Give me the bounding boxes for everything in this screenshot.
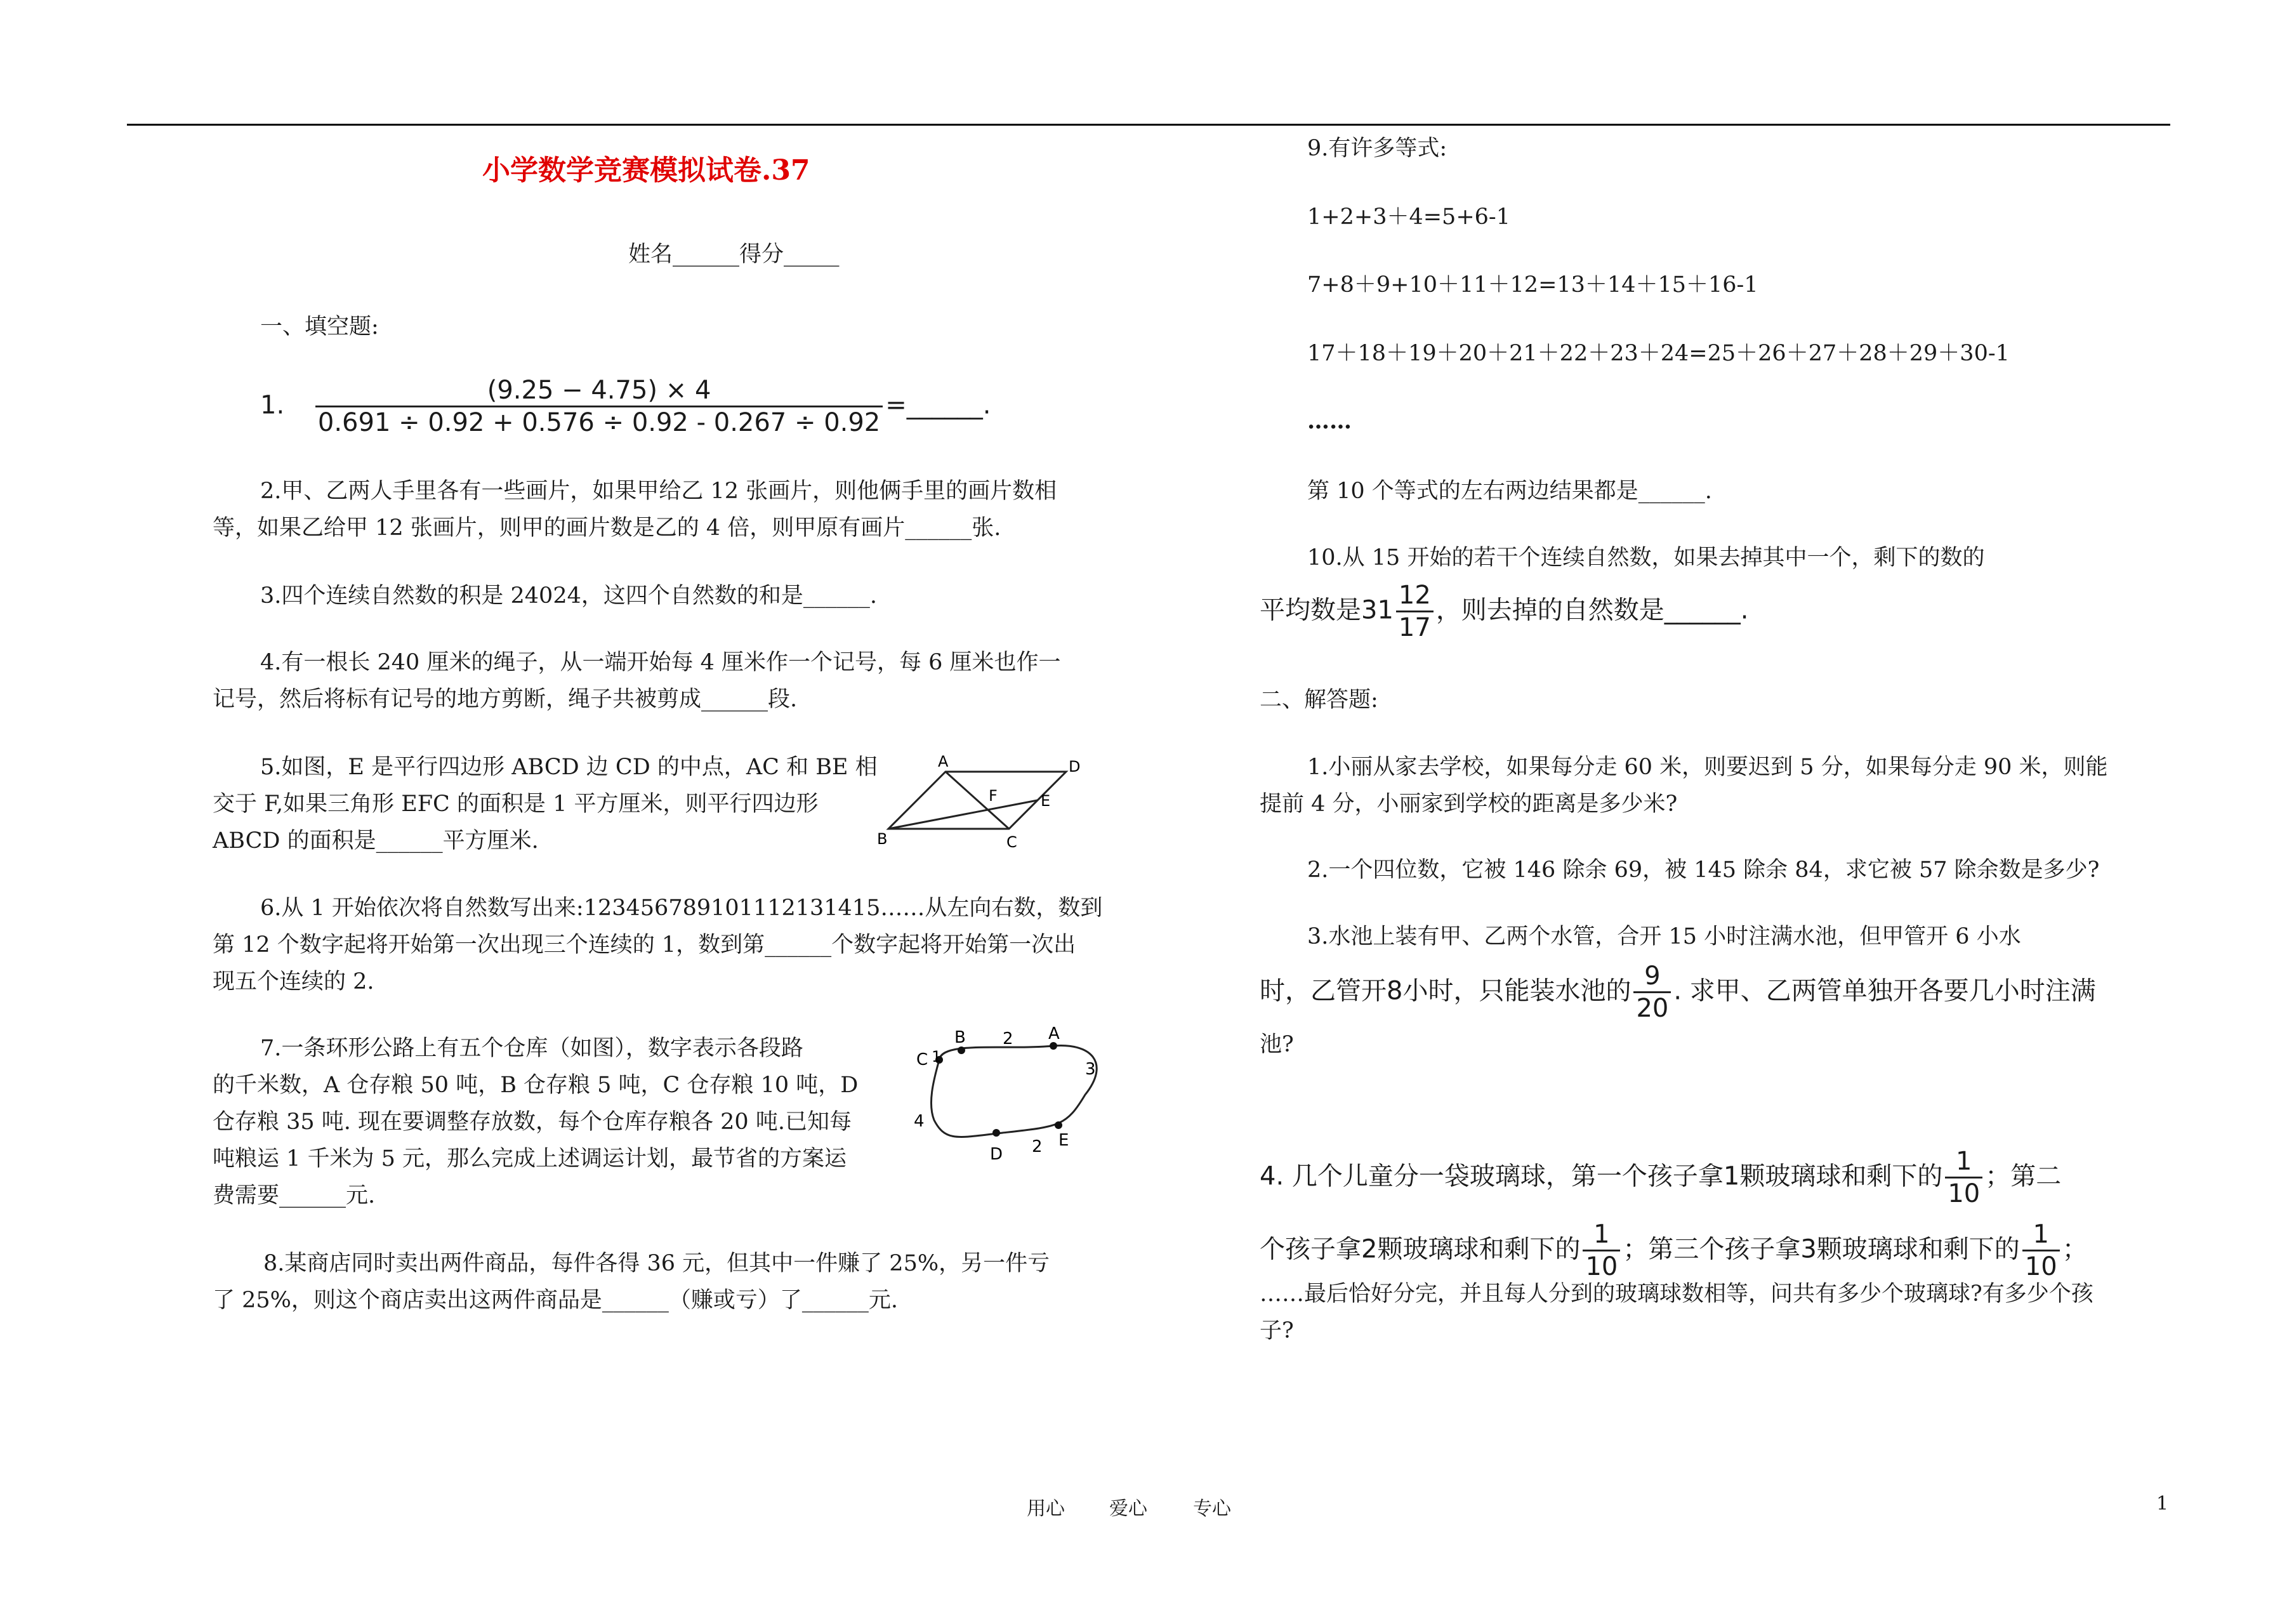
q6-line-3: 现五个连续的 2. [213, 969, 374, 994]
q10-fraction [1396, 583, 1434, 640]
ring-road-figure [907, 1025, 1123, 1168]
fig7-label-e: E [1058, 1131, 1069, 1150]
q7-line-5: 费需要______元. [213, 1183, 376, 1208]
q9-ellipsis: …… [1307, 408, 1352, 434]
q5-line-1: 5.如图，E 是平行四边形 ABCD 边 CD 的中点，AC 和 BE 相 [260, 755, 878, 780]
a4-l1-numerator: 1 [1956, 1147, 1972, 1176]
q6-line-1: 6.从 1 开始依次将自然数写出来:123456789101112131415……从左向右数，数到 [260, 895, 1103, 921]
q8-line-2: 了 25%，则这个商店卖出这两件商品是______（赚或亏）了______元. [213, 1288, 899, 1313]
fig5-label-a: A [938, 753, 949, 770]
question-1 [260, 378, 991, 435]
footer-text-3: 专心 [1193, 1498, 1231, 1520]
fig5-label-b: B [877, 830, 888, 848]
q1-denominator: 0.691 ÷ 0.92 + 0.576 ÷ 0.92 - 0.267 ÷ 0.92 [315, 406, 883, 435]
q9-line-1: 9.有许多等式: [1307, 136, 1447, 161]
a4-line-2 [1260, 1222, 2088, 1279]
footer-text-1: 用心 [1027, 1498, 1065, 1520]
fig7-label-d: D [990, 1145, 1003, 1164]
fig7-dist-b-a: 2 [1003, 1029, 1013, 1048]
q3-text: 3.四个连续自然数的积是 24024，这四个自然数的和是______. [260, 583, 877, 609]
q2-line-2: 等，如果乙给甲 12 张画片，则甲的画片数是乙的 4 倍，则甲原有画片______张. [213, 515, 1001, 541]
fig7-dist-d-c: 4 [914, 1112, 925, 1131]
q7-line-1: 7.一条环形公路上有五个仓库（如图），数字表示各段路 [260, 1036, 803, 1061]
q9-equation-3: 17＋18＋19＋20＋21＋22＋23＋24=25＋26＋27＋28＋29＋30-1 [1307, 341, 2010, 366]
a4-line-1 [1260, 1149, 2061, 1206]
section-fill-blank: 一、填空题: [260, 314, 379, 340]
q9-equation-1: 1+2+3＋4=5+6-1 [1307, 204, 1511, 230]
a4-line-3: ……最后恰好分完，并且每人分到的玻璃球数相等，问共有多少个玻璃球?有多少个孩 [1260, 1281, 2093, 1307]
header-rule [127, 124, 2170, 126]
q10-numerator: 12 [1398, 581, 1431, 610]
fig7-label-a: A [1048, 1024, 1060, 1043]
exam-title: 小学数学竞赛模拟试卷.37 [482, 154, 810, 187]
parallelogram-figure [877, 749, 1091, 857]
a3-numerator: 9 [1644, 961, 1661, 991]
a3-post: . 求甲、乙两管单独开各要几小时注满 [1673, 976, 2096, 1006]
fig7-dist-a-e: 3 [1085, 1060, 1096, 1079]
a4-l2-post: ； [2062, 1234, 2088, 1264]
q1-numerator: (9.25 − 4.75) × 4 [487, 376, 711, 405]
a4-l2-fraction-1 [1583, 1222, 1620, 1279]
a3-line-2 [1260, 963, 2096, 1021]
q8-line-1: 8.某商店同时卖出两件商品，每件各得 36 元，但其中一件赚了 25%，另一件亏 [263, 1251, 1050, 1276]
a4-l1-fraction [1945, 1149, 1982, 1206]
q1-answer-blank: =______. [885, 390, 991, 420]
a3-fraction [1633, 963, 1671, 1021]
a3-line-1: 3.水池上装有甲、乙两个水管，合开 15 小时注满水池，但甲管开 6 小水 [1307, 924, 2021, 949]
name-score-line: 姓名______得分_____ [628, 242, 840, 267]
page-number: 1 [2156, 1493, 2169, 1515]
q10-post: ，则去掉的自然数是______. [1435, 595, 1749, 625]
fig7-label-c: C [916, 1050, 928, 1069]
q2-line-1: 2.甲、乙两人手里各有一些画片，如果甲给乙 12 张画片，则他俩手里的画片数相 [260, 479, 1057, 504]
q5-line-3: ABCD 的面积是______平方厘米. [213, 828, 539, 854]
fig7-dist-e-d: 2 [1032, 1137, 1043, 1156]
a4-l1-denominator: 10 [1945, 1177, 1982, 1206]
fig7-dist-c-b: 1 [932, 1048, 942, 1066]
a3-pre: 时，乙管开8小时，只能装水池的 [1260, 976, 1632, 1006]
fig5-label-f: F [989, 787, 998, 805]
a4-l2-fraction-2 [2022, 1222, 2060, 1279]
a3-denominator: 20 [1633, 991, 1671, 1021]
q9-equation-2: 7+8＋9+10＋11＋12=13＋14＋15＋16-1 [1307, 272, 1758, 298]
q4-line-2: 记号，然后将标有记号的地方剪断，绳子共被剪成______段. [213, 687, 798, 712]
q1-number: 1. [260, 390, 285, 420]
a4-l2-pre: 个孩子拿2颗玻璃球和剩下的 [1260, 1234, 1581, 1264]
q10-denominator: 17 [1396, 611, 1434, 640]
q10-line-2 [1260, 583, 1749, 640]
a4-l2-mid: ；第三个孩子拿3颗玻璃球和剩下的 [1623, 1234, 2020, 1264]
a4-l1-pre: 4. 几个儿童分一袋玻璃球，第一个孩子拿1颗玻璃球和剩下的 [1260, 1161, 1943, 1191]
a4-l2-numerator-1: 1 [1593, 1220, 1610, 1249]
a4-l2-denominator-1: 10 [1583, 1250, 1620, 1279]
a4-l2-numerator-2: 1 [2033, 1220, 2049, 1249]
a4-line-4: 子? [1260, 1318, 1294, 1343]
q7-line-3: 仓存粮 35 吨. 现在要调整存放数，每个仓库存粮各 20 吨.已知每 [213, 1109, 852, 1135]
fig5-label-d: D [1069, 758, 1081, 776]
q6-line-2: 第 12 个数字起将开始第一次出现三个连续的 1，数到第______个数字起将开始第一次出 [213, 932, 1076, 958]
a2-text: 2.一个四位数，它被 146 除余 69，被 145 除余 84，求它被 57 除余数是多少? [1307, 857, 2100, 883]
q10-line-1: 10.从 15 开始的若干个连续自然数，如果去掉其中一个，剩下的数的 [1307, 545, 1985, 571]
fig5-label-c: C [1006, 833, 1017, 851]
q1-fraction [315, 378, 883, 435]
q7-line-4: 吨粮运 1 千米为 5 元，那么完成上述调运计划，最节省的方案运 [213, 1146, 847, 1172]
a1-line-2: 提前 4 分，小丽家到学校的距离是多少米? [1260, 791, 1678, 817]
a4-l2-denominator-2: 10 [2022, 1250, 2060, 1279]
fig5-label-e: E [1041, 792, 1051, 810]
a3-line-3: 池? [1260, 1032, 1294, 1057]
q4-line-1: 4.有一根长 240 厘米的绳子，从一端开始每 4 厘米作一个记号，每 6 厘米也作一 [260, 650, 1061, 675]
a4-l1-post: ；第二 [1985, 1161, 2062, 1191]
q7-line-2: 的千米数，A 仓存粮 50 吨，B 仓存粮 5 吨，C 仓存粮 10 吨，D [213, 1073, 859, 1098]
q5-line-2: 交于 F,如果三角形 EFC 的面积是 1 平方厘米，则平行四边形 [213, 791, 819, 817]
section-solve: 二、解答题: [1260, 687, 1378, 713]
fig7-label-b: B [954, 1028, 966, 1047]
q10-pre: 平均数是31 [1260, 595, 1394, 625]
footer-text-2: 爱心 [1109, 1498, 1147, 1520]
a1-line-1: 1.小丽从家去学校，如果每分走 60 米，则要迟到 5 分，如果每分走 90 米，则能 [1307, 755, 2108, 780]
q9-question: 第 10 个等式的左右两边结果都是______. [1307, 479, 1712, 504]
